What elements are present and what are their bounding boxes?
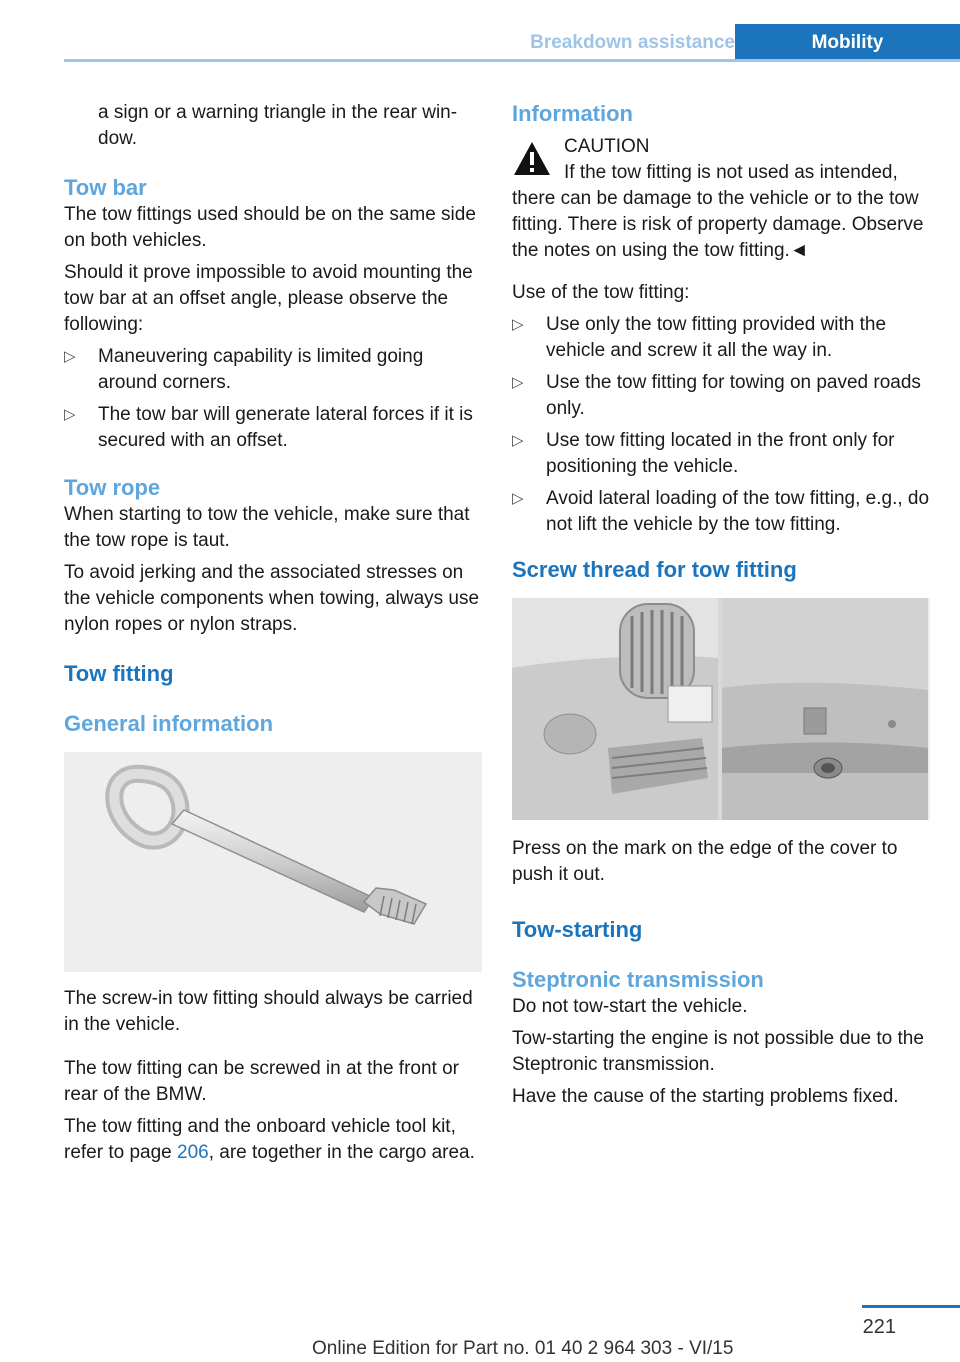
list-item [64, 344, 482, 396]
tow-fitting-paragraph-1: The screw-in tow fitting should always be carried in the vehicle. [64, 988, 473, 1035]
right-column [512, 100, 930, 1116]
tow-starting-paragraph-2: Tow-starting the engine is not possible due to the Steptronic transmission. [512, 1028, 924, 1075]
screw-thread-caption: Press on the mark on the edge of the cover to push it out. [512, 838, 898, 885]
tow-bar-paragraph-2: Should it prove impossible to avoid mounting the tow bar at an offset angle, please observe the following: [64, 262, 473, 335]
chapter-tab: Mobility [735, 24, 960, 62]
warning-triangle-icon [512, 140, 552, 186]
page-link[interactable]: 206 [177, 1142, 209, 1163]
intro-continuation: a sign or a warning triangle in the rear window. [98, 102, 458, 149]
tow-starting-paragraph-1: Do not tow-start the vehicle. [512, 996, 748, 1017]
tow-starting-paragraph-3: Have the cause of the starting problems fixed. [512, 1086, 899, 1107]
tow-fitting-heading: Tow fitting [64, 661, 174, 686]
paragraph-text: The tow fitting and the onboard vehicle tool kit, refer to page [64, 1116, 456, 1163]
list-item [64, 402, 482, 454]
use-intro: Use of the tow fitting: [512, 282, 690, 303]
screw-thread-heading: Screw thread for tow fitting [512, 557, 797, 582]
screw-thread-illustration [512, 598, 930, 820]
list-item-text: The tow bar will generate lateral forces if it is secured with an offset. [98, 404, 473, 451]
list-item-text: Maneuvering capability is limited going around corners. [98, 346, 424, 393]
list-item-text: Avoid lateral loading of the tow fitting, e.g., do not lift the vehicle by the tow fitting. [546, 488, 930, 535]
list-item-text: Use only the tow fitting provided with the vehicle and screw it all the way in. [546, 314, 887, 361]
bullet-triangle-icon: ▷ [64, 348, 76, 365]
bullet-triangle-icon: ▷ [512, 316, 524, 333]
bullet-triangle-icon: ▷ [512, 490, 524, 507]
section-title: Breakdown assistance [530, 32, 735, 53]
information-heading: Information [512, 101, 633, 126]
bumper-cover-icon [512, 598, 928, 820]
tow-bar-list [64, 344, 482, 454]
paragraph-text: , are together in the cargo area. [208, 1142, 475, 1163]
tow-fitting-paragraph-3 [64, 1114, 482, 1166]
list-item [512, 370, 930, 422]
tow-fitting-illustration [64, 752, 482, 972]
usage-list [512, 312, 930, 538]
tow-rope-paragraph-1: When starting to tow the vehicle, make sure that the tow rope is taut. [64, 504, 470, 551]
page-number: 221 [862, 1316, 896, 1338]
caution-box [512, 134, 930, 186]
list-item [512, 428, 930, 480]
list-item [512, 312, 930, 364]
list-item-text: Use the tow fitting for towing on paved roads only. [546, 372, 921, 419]
tow-rope-paragraph-2: To avoid jerking and the associated stresses on the vehicle components when towing, always use nylon ropes or nylon straps. [64, 562, 480, 635]
bullet-triangle-icon: ▷ [512, 432, 524, 449]
general-information-heading: General information [64, 711, 274, 736]
caution-label: CAUTION [564, 136, 650, 157]
tow-bar-heading: Tow bar [64, 175, 147, 200]
caution-text: If the tow fitting is not used as intended, there can be damage to the vehicle or to the tow fitting. There is risk of property damage. Observe the notes on using the tow fitting.◄ [512, 162, 924, 261]
page-header [64, 24, 960, 62]
steptronic-heading: Steptronic transmission [512, 967, 764, 992]
left-column [64, 100, 482, 1172]
bullet-triangle-icon: ▷ [512, 374, 524, 391]
list-item-text: Use tow fitting located in the front only for positioning the vehicle. [546, 430, 895, 477]
tow-fitting-paragraph-2: The tow fitting can be screwed in at the front or rear of the BMW. [64, 1058, 459, 1105]
list-item [512, 486, 930, 538]
edition-note: Online Edition for Part no. 01 40 2 964 303 - VI/15 [312, 1338, 734, 1359]
bullet-triangle-icon: ▷ [64, 406, 76, 423]
footer-rule [862, 1305, 960, 1308]
tow-starting-heading: Tow-starting [512, 917, 643, 942]
header-rule [64, 59, 960, 62]
tow-rope-heading: Tow rope [64, 475, 161, 500]
tow-eye-icon [64, 752, 482, 972]
tow-bar-paragraph-1: The tow fittings used should be on the same side on both vehicles. [64, 204, 476, 251]
